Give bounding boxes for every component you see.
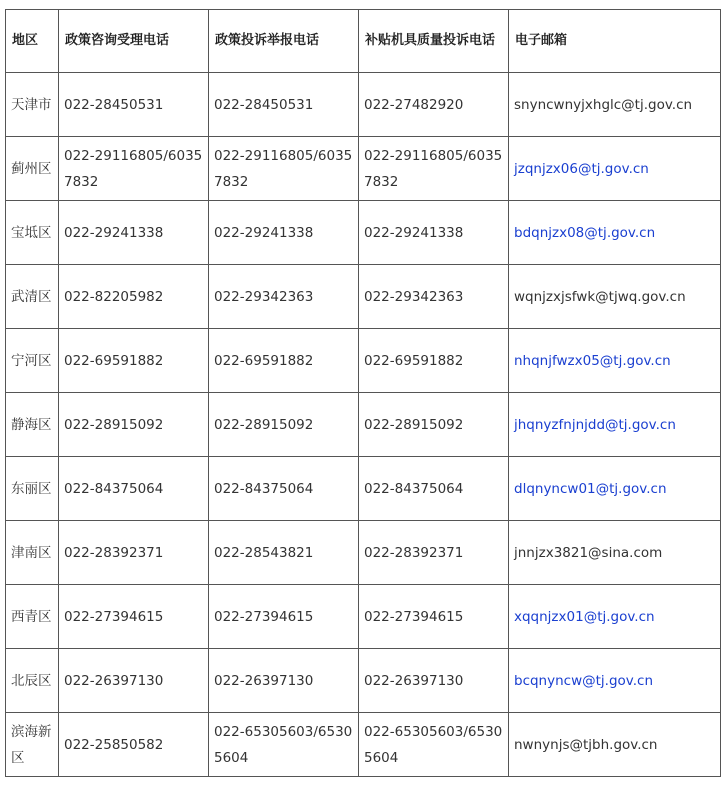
email-link[interactable]: bdqnjzx08@tj.gov.cn (514, 224, 656, 241)
complaint-phone-cell: 022-69591882 (209, 329, 359, 393)
header-consult-phone: 政策咨询受理电话 (59, 10, 209, 73)
region-cell: 西青区 (6, 585, 59, 649)
complaint-phone-cell: 022-28543821 (209, 521, 359, 585)
table-row (6, 73, 721, 137)
complaint-phone-cell: 022-27394615 (209, 585, 359, 649)
region-cell: 蓟州区 (6, 137, 59, 201)
email-link[interactable]: xqqnjzx01@tj.gov.cn (514, 608, 655, 625)
region-cell: 宁河区 (6, 329, 59, 393)
header-email: 电子邮箱 (509, 10, 721, 73)
consult-phone-cell: 022-28392371 (59, 521, 209, 585)
contact-table (5, 9, 721, 777)
region-cell: 滨海新区 (6, 713, 59, 777)
table-row (6, 393, 721, 457)
region-cell: 武清区 (6, 265, 59, 329)
complaint-phone-cell: 022-84375064 (209, 457, 359, 521)
header-quality-phone: 补贴机具质量投诉电话 (359, 10, 509, 73)
email-cell[interactable] (509, 393, 721, 457)
quality-phone-cell: 022-26397130 (359, 649, 509, 713)
quality-phone-cell: 022-27482920 (359, 73, 509, 137)
email-link[interactable]: jzqnjzx06@tj.gov.cn (514, 160, 649, 177)
table-row (6, 329, 721, 393)
table-row (6, 713, 721, 777)
email-cell[interactable] (509, 585, 721, 649)
email-link[interactable]: bcqnyncw@tj.gov.cn (514, 672, 654, 689)
email-cell[interactable] (509, 457, 721, 521)
email-link[interactable]: jhqnyzfnjnjdd@tj.gov.cn (514, 416, 676, 433)
email-cell[interactable] (509, 329, 721, 393)
complaint-phone-cell: 022-26397130 (209, 649, 359, 713)
table-row (6, 521, 721, 585)
table-row (6, 265, 721, 329)
email-text: nwnynjs@tjbh.gov.cn (514, 736, 658, 753)
email-cell (509, 73, 721, 137)
contact-table-container (5, 9, 721, 777)
quality-phone-cell: 022-29116805/60357832 (359, 137, 509, 201)
quality-phone-cell: 022-28915092 (359, 393, 509, 457)
complaint-phone-cell: 022-29342363 (209, 265, 359, 329)
quality-phone-cell: 022-29241338 (359, 201, 509, 265)
complaint-phone-cell: 022-29116805/60357832 (209, 137, 359, 201)
email-text: jnnjzx3821@sina.com (514, 544, 663, 561)
email-link[interactable]: dlqnyncw01@tj.gov.cn (514, 480, 667, 497)
email-cell (509, 521, 721, 585)
consult-phone-cell: 022-26397130 (59, 649, 209, 713)
region-cell: 北辰区 (6, 649, 59, 713)
consult-phone-cell: 022-29241338 (59, 201, 209, 265)
region-cell: 东丽区 (6, 457, 59, 521)
email-link[interactable]: nhqnjfwzx05@tj.gov.cn (514, 352, 671, 369)
table-row (6, 137, 721, 201)
email-text: wqnjzxjsfwk@tjwq.gov.cn (514, 288, 686, 305)
header-region: 地区 (6, 10, 59, 73)
quality-phone-cell: 022-27394615 (359, 585, 509, 649)
email-cell (509, 713, 721, 777)
quality-phone-cell: 022-28392371 (359, 521, 509, 585)
region-cell: 静海区 (6, 393, 59, 457)
table-row (6, 201, 721, 265)
email-cell[interactable] (509, 137, 721, 201)
consult-phone-cell: 022-28450531 (59, 73, 209, 137)
complaint-phone-cell: 022-28450531 (209, 73, 359, 137)
region-cell: 宝坻区 (6, 201, 59, 265)
table-row (6, 585, 721, 649)
quality-phone-cell: 022-84375064 (359, 457, 509, 521)
quality-phone-cell: 022-29342363 (359, 265, 509, 329)
email-cell (509, 265, 721, 329)
email-cell[interactable] (509, 649, 721, 713)
email-text: snyncwnyjxhglc@tj.gov.cn (514, 96, 693, 113)
region-cell: 津南区 (6, 521, 59, 585)
email-cell[interactable] (509, 201, 721, 265)
quality-phone-cell: 022-65305603/65305604 (359, 713, 509, 777)
consult-phone-cell: 022-84375064 (59, 457, 209, 521)
consult-phone-cell: 022-82205982 (59, 265, 209, 329)
complaint-phone-cell: 022-65305603/65305604 (209, 713, 359, 777)
consult-phone-cell: 022-25850582 (59, 713, 209, 777)
region-cell: 天津市 (6, 73, 59, 137)
consult-phone-cell: 022-29116805/60357832 (59, 137, 209, 201)
consult-phone-cell: 022-69591882 (59, 329, 209, 393)
complaint-phone-cell: 022-29241338 (209, 201, 359, 265)
quality-phone-cell: 022-69591882 (359, 329, 509, 393)
header-row (6, 10, 721, 73)
consult-phone-cell: 022-28915092 (59, 393, 209, 457)
header-complaint-phone: 政策投诉举报电话 (209, 10, 359, 73)
table-row (6, 649, 721, 713)
table-row (6, 457, 721, 521)
consult-phone-cell: 022-27394615 (59, 585, 209, 649)
complaint-phone-cell: 022-28915092 (209, 393, 359, 457)
